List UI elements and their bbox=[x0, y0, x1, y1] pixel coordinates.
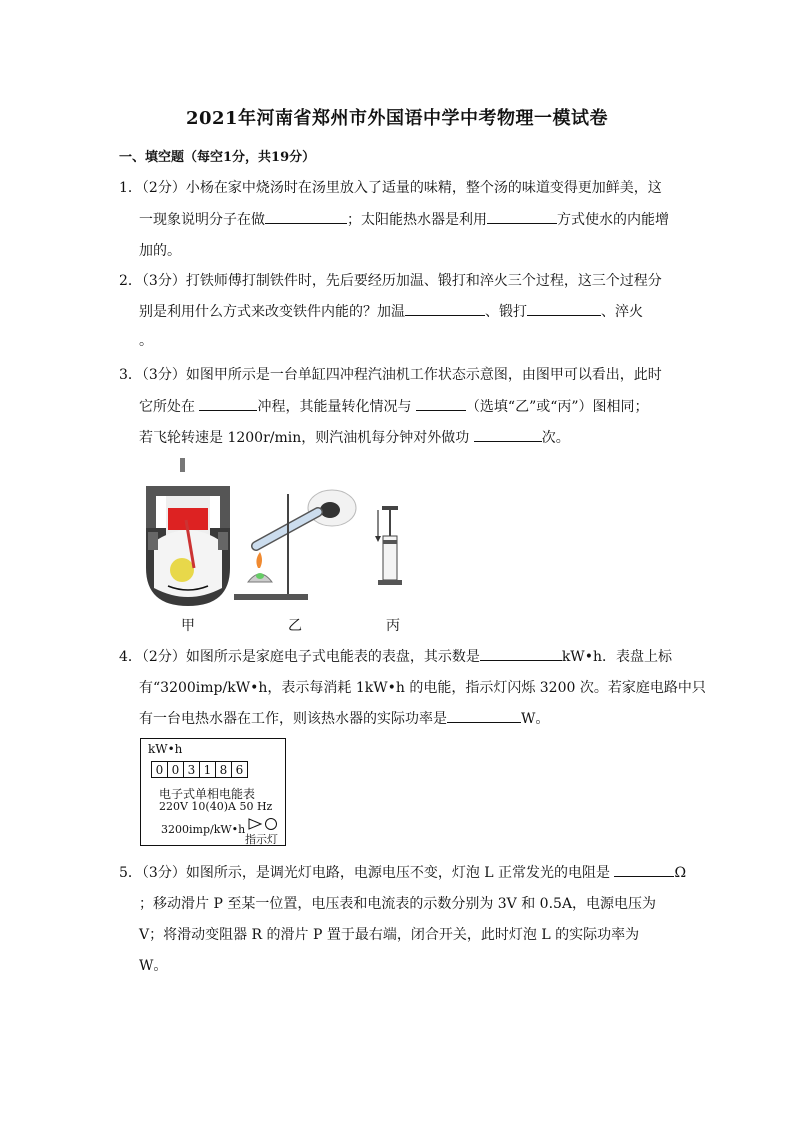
q5-line1 bbox=[119, 862, 686, 882]
q2-line3: 。 bbox=[139, 333, 153, 349]
q4-text-a: 4．（2分）如图所示是家庭电子式电能表的表盘，其示数是 bbox=[119, 649, 480, 665]
meter-digits bbox=[152, 761, 248, 778]
q4-text-b: kW•h．表盘上标 bbox=[561, 649, 672, 665]
meter-name: 电子式单相电能表 bbox=[159, 787, 256, 801]
q4-text-d: W。 bbox=[521, 711, 550, 727]
q1-text-b: ；太阳能热水器是利用 bbox=[347, 212, 487, 228]
answer-blank[interactable] bbox=[614, 862, 674, 877]
q2-line2 bbox=[139, 301, 643, 321]
q4-line1 bbox=[119, 646, 672, 666]
answer-blank[interactable] bbox=[480, 646, 562, 661]
test-tube-diagram bbox=[230, 486, 360, 606]
indicator-label: 指示灯 bbox=[245, 833, 278, 846]
q5-text-b: Ω bbox=[674, 865, 687, 881]
figure-caption-bing: 丙 bbox=[386, 618, 400, 634]
q5-line3: V；将滑动变阻器 R 的滑片 P 置于最右端，闭合开关，此时灯泡 L 的实际功率为 bbox=[139, 927, 640, 943]
answer-blank[interactable] bbox=[487, 209, 557, 224]
q5-text-a: 5．（3分）如图所示，是调光灯电路，电源电压不变，灯泡 L 正常发光的电阻是 bbox=[119, 865, 615, 881]
q1-text-c: 方式使水的内能增 bbox=[557, 212, 669, 228]
q5-line4: W。 bbox=[139, 958, 168, 974]
q3-text-c: （选填“乙”或“丙”）图相同； bbox=[465, 399, 649, 415]
q3-line2 bbox=[139, 396, 649, 416]
q3-text-e: 次。 bbox=[541, 430, 570, 446]
q4-line3 bbox=[139, 708, 549, 728]
q3-text-d: 若飞轮转速是 1200r/min，则汽油机每分钟对外做功 bbox=[139, 430, 474, 446]
meter-digit: 8 bbox=[215, 761, 232, 778]
q2-text-c: 、淬火 bbox=[601, 304, 643, 320]
q2-text-b: 、锻打 bbox=[485, 304, 527, 320]
answer-blank[interactable] bbox=[199, 396, 257, 411]
q3-text-b: 冲程，其能量转化情况与 bbox=[257, 399, 416, 415]
meter-digit: 3 bbox=[183, 761, 200, 778]
answer-blank[interactable] bbox=[447, 708, 521, 723]
q1-line1: 1．（2分）小杨在家中烧汤时在汤里放入了适量的味精，整个汤的味道变得更加鲜美，这 bbox=[119, 180, 662, 196]
answer-blank[interactable] bbox=[474, 427, 542, 442]
meter-digit: 0 bbox=[151, 761, 168, 778]
q3-line1: 3．（3分）如图甲所示是一台单缸四冲程汽油机工作状态示意图，由图甲可以看出，此时 bbox=[119, 367, 662, 383]
answer-blank[interactable] bbox=[405, 301, 485, 316]
spark-plug-icon bbox=[180, 458, 185, 472]
indicator-light-icon bbox=[247, 817, 281, 831]
q1-line2 bbox=[139, 209, 669, 229]
q5-line2: ；移动滑片 P 至某一位置，电压表和电流表的示数分别为 3V 和 0.5A，电源电压为 bbox=[139, 896, 657, 912]
q3-line3 bbox=[139, 427, 570, 447]
meter-digit: 6 bbox=[231, 761, 248, 778]
answer-blank[interactable] bbox=[416, 396, 466, 411]
q2-line1: 2．（3分）打铁师傅打制铁件时，先后要经历加温、锻打和淬火三个过程，这三个过程分 bbox=[119, 273, 662, 289]
meter-spec: 220V 10(40)A 50 Hz bbox=[159, 800, 273, 813]
page-title: 2021年河南省郑州市外国语中学中考物理一模试卷 bbox=[185, 108, 609, 129]
energy-meter-panel bbox=[140, 738, 286, 846]
answer-blank[interactable] bbox=[527, 301, 601, 316]
flywheel bbox=[170, 558, 194, 582]
q1-line3: 加的。 bbox=[139, 243, 181, 259]
meter-unit: kW•h bbox=[148, 742, 183, 756]
air-pump-diagram bbox=[370, 500, 410, 590]
meter-digit: 0 bbox=[167, 761, 184, 778]
q2-text-a: 别是利用什么方式来改变铁件内能的？加温 bbox=[139, 304, 405, 320]
engine-diagram bbox=[138, 458, 238, 608]
q4-line2: 有“3200imp/kW•h，表示每消耗 1kW•h 的电能，指示灯闪烁 3200 次。若家庭电路中只 bbox=[139, 680, 706, 696]
section-heading: 一、填空题（每空1分，共19分） bbox=[119, 150, 316, 165]
answer-blank[interactable] bbox=[265, 209, 347, 224]
figure-caption-yi: 乙 bbox=[288, 618, 302, 634]
q1-text-a: 一现象说明分子在做 bbox=[139, 212, 265, 228]
meter-digit: 1 bbox=[199, 761, 216, 778]
q3-text-a: 它所处在 bbox=[139, 399, 200, 415]
figure-caption-jia: 甲 bbox=[181, 618, 195, 634]
q4-text-c: 有一台电热水器在工作，则该热水器的实际功率是 bbox=[139, 711, 447, 727]
meter-imp: 3200imp/kW•h bbox=[161, 823, 246, 836]
